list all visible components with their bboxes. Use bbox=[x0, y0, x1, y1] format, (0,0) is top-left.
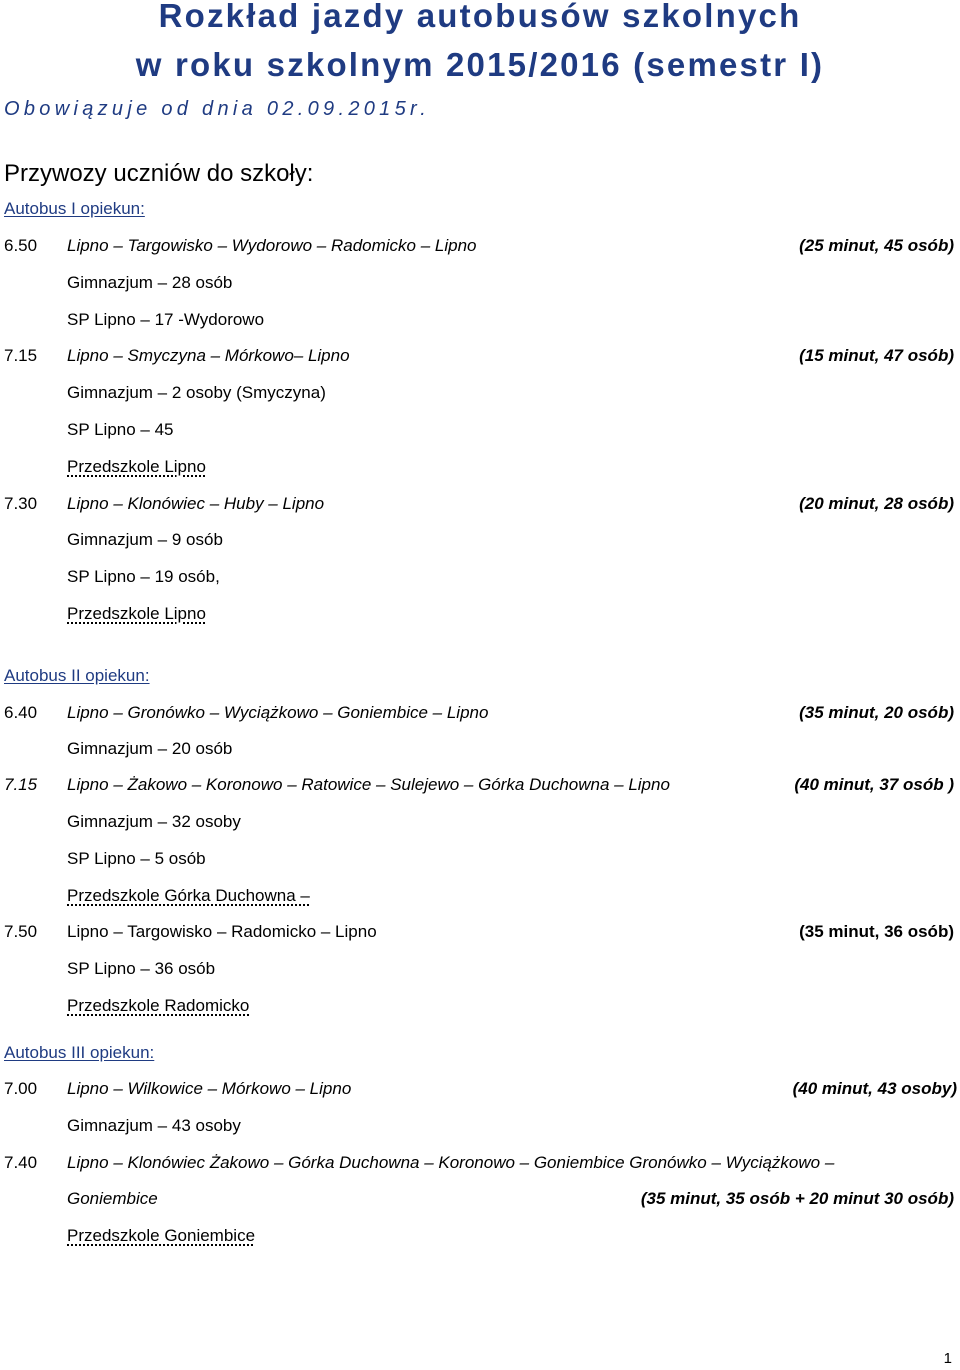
bus-3-label: Autobus III opiekun: bbox=[4, 1043, 155, 1062]
run-summary: (35 minut, 35 osób + 20 minut 30 osób) bbox=[640, 1189, 954, 1208]
run-summary: (15 minut, 47 osób) bbox=[799, 346, 954, 365]
run-detail: Gimnazjum – 43 osoby bbox=[67, 1116, 241, 1135]
run-time: 7.15 bbox=[4, 346, 38, 365]
document-title-line-2: w roku szkolnym 2015/2016 (semestr I) bbox=[135, 46, 825, 83]
run-summary: (40 minut, 43 osoby) bbox=[792, 1079, 957, 1098]
run-row bbox=[0, 775, 960, 799]
run-detail-preschool: Przedszkole Radomicko bbox=[67, 996, 250, 1015]
run-detail-preschool: Przedszkole Goniembice bbox=[67, 1226, 256, 1245]
run-detail-preschool: Przedszkole Lipno bbox=[67, 604, 206, 623]
run-detail: SP Lipno – 17 -Wydorowo bbox=[67, 310, 265, 329]
run-time: 7.00 bbox=[4, 1079, 38, 1098]
run-detail-preschool: Przedszkole Lipno bbox=[67, 457, 206, 476]
run-detail: Gimnazjum – 28 osób bbox=[67, 273, 233, 292]
run-summary: (40 minut, 37 osób ) bbox=[794, 775, 954, 794]
run-route: Lipno – Wilkowice – Mórkowo – Lipno bbox=[67, 1079, 352, 1098]
bus-2-label: Autobus II opiekun: bbox=[4, 666, 150, 685]
run-detail: SP Lipno – 5 osób bbox=[67, 849, 206, 868]
run-route-continued: Goniembice bbox=[67, 1189, 158, 1208]
run-row-continued bbox=[0, 1189, 960, 1213]
run-row bbox=[0, 494, 960, 518]
run-detail: Gimnazjum – 9 osób bbox=[67, 530, 223, 549]
run-time: 7.30 bbox=[4, 494, 38, 513]
run-route: Lipno – Żakowo – Koronowo – Ratowice – Sulejewo – Górka Duchowna – Lipno bbox=[67, 775, 670, 794]
run-route: Lipno – Smyczyna – Mórkowo– Lipno bbox=[67, 346, 350, 365]
run-row bbox=[0, 346, 960, 370]
run-row bbox=[0, 236, 960, 260]
valid-from-date: Obowiązuje od dnia 02.09.2015r. bbox=[4, 98, 431, 120]
run-detail: Gimnazjum – 20 osób bbox=[67, 739, 233, 758]
run-time: 7.15 bbox=[4, 775, 38, 794]
run-row bbox=[0, 922, 960, 946]
run-row bbox=[0, 703, 960, 727]
run-detail: SP Lipno – 45 bbox=[67, 420, 174, 439]
run-detail: SP Lipno – 36 osób bbox=[67, 959, 216, 978]
run-detail-preschool: Przedszkole Górka Duchowna – bbox=[67, 886, 310, 905]
run-route: Lipno – Targowisko – Wydorowo – Radomicko – Lipno bbox=[67, 236, 477, 255]
page-number: 1 bbox=[943, 1350, 952, 1367]
section-title: Przywozy uczniów do szkoły: bbox=[4, 160, 314, 187]
run-row bbox=[0, 1079, 960, 1103]
bus-1-label: Autobus I opiekun: bbox=[4, 199, 145, 218]
run-time: 6.40 bbox=[4, 703, 38, 722]
run-detail: Gimnazjum – 32 osoby bbox=[67, 812, 241, 831]
run-time: 6.50 bbox=[4, 236, 38, 255]
run-summary: (35 minut, 20 osób) bbox=[799, 703, 954, 722]
document-title-line-1: Rozkład jazdy autobusów szkolnych bbox=[158, 0, 802, 34]
run-detail: SP Lipno – 19 osób, bbox=[67, 567, 220, 586]
run-route: Lipno – Gronówko – Wyciążkowo – Goniembice – Lipno bbox=[67, 703, 489, 722]
run-route: Lipno – Klonówiec Żakowo – Górka Duchowna – Koronowo – Goniembice Gronówko – Wyciążkowo – bbox=[67, 1153, 835, 1172]
run-time: 7.50 bbox=[4, 922, 38, 941]
run-row bbox=[0, 1153, 960, 1177]
run-time: 7.40 bbox=[4, 1153, 38, 1172]
run-summary: (20 minut, 28 osób) bbox=[799, 494, 954, 513]
run-summary: (25 minut, 45 osób) bbox=[799, 236, 954, 255]
run-route: Lipno – Targowisko – Radomicko – Lipno bbox=[67, 922, 377, 941]
run-route: Lipno – Klonówiec – Huby – Lipno bbox=[67, 494, 325, 513]
run-summary: (35 minut, 36 osób) bbox=[799, 922, 954, 941]
run-detail: Gimnazjum – 2 osoby (Smyczyna) bbox=[67, 383, 326, 402]
